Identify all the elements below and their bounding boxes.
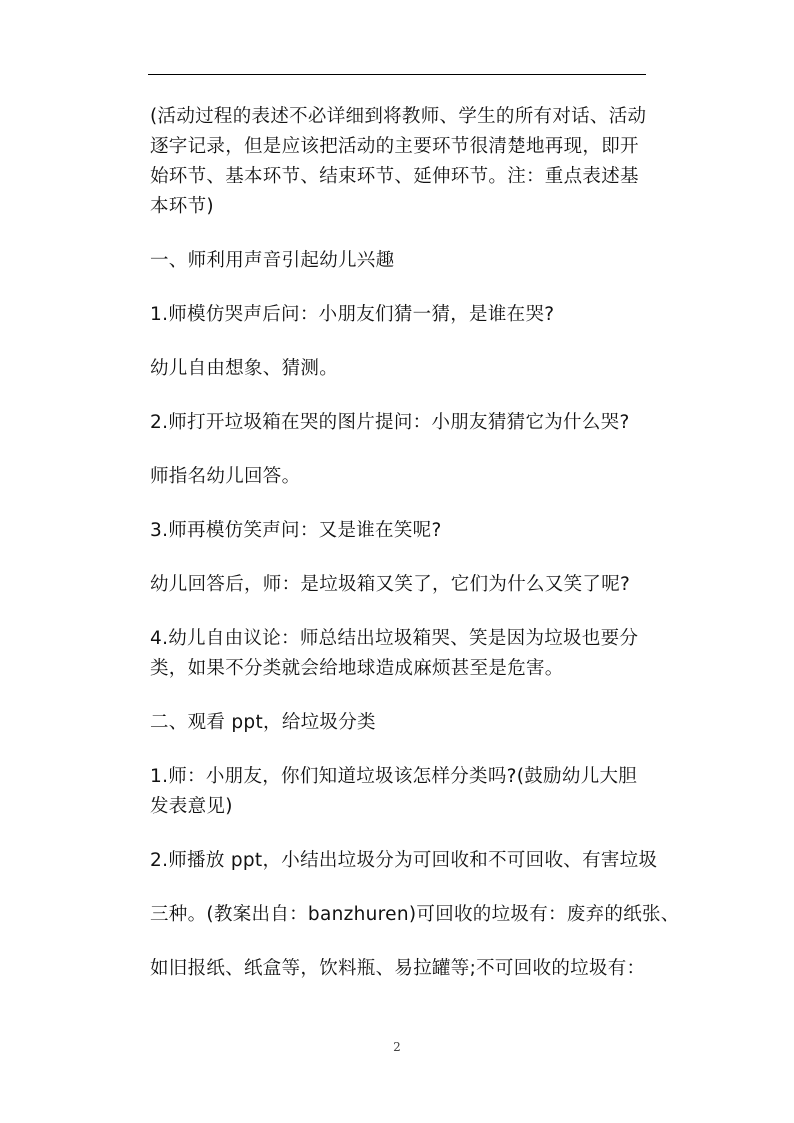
text-line: 始环节、基本环节、结束环节、延伸环节。注：重点表述基 (150, 166, 639, 187)
text-line: 一、师利用声音引起幼儿兴趣 (150, 250, 395, 271)
text-line: 三种。(教案出自：banzhuren)可回收的垃圾有：废弃的纸张、 (150, 904, 680, 925)
text-line: 1.师：小朋友，你们知道垃圾该怎样分类吗?(鼓励幼儿大胆 (150, 766, 638, 787)
text-line: 幼儿回答后，师：是垃圾箱又笑了，它们为什么又笑了呢? (150, 574, 631, 595)
text-line: 2.师播放 ppt，小结出垃圾分为可回收和不可回收、有害垃圾 (150, 850, 658, 871)
text-line: 幼儿自由想象、猜测。 (150, 358, 339, 379)
page-number: 2 (393, 1040, 401, 1054)
section-heading (150, 708, 650, 738)
text-line: 1.师模仿哭声后问：小朋友们猜一猜，是谁在哭? (150, 304, 555, 325)
paragraph (150, 102, 650, 222)
text-line: (活动过程的表述不必详细到将教师、学生的所有对话、活动 (150, 106, 647, 127)
paragraph (150, 570, 650, 600)
paragraph (150, 624, 650, 684)
section-heading (150, 246, 650, 276)
paragraph (150, 462, 650, 492)
text-line: 4.幼儿自由议论：师总结出垃圾箱哭、笑是因为垃圾也要分 (150, 628, 639, 649)
text-line: 二、观看 ppt，给垃圾分类 (150, 712, 376, 733)
paragraph (150, 516, 650, 546)
document-body (150, 102, 680, 984)
header-rule (148, 74, 646, 75)
text-line: 逐字记录，但是应该把活动的主要环节很清楚地再现，即开 (150, 136, 639, 157)
paragraph (150, 354, 650, 384)
paragraph (150, 846, 680, 984)
text-line: 如旧报纸、纸盒等，饮料瓶、易拉罐等;不可回收的垃圾有： (150, 958, 646, 979)
text-line: 发表意见) (150, 796, 233, 817)
text-line: 2.师打开垃圾箱在哭的图片提问：小朋友猜猜它为什么哭? (150, 412, 630, 433)
paragraph (150, 762, 650, 822)
text-line: 类，如果不分类就会给地球造成麻烦甚至是危害。 (150, 658, 564, 679)
text-line: 3.师再模仿笑声问：又是谁在笑呢? (150, 520, 442, 541)
text-line: 本环节) (150, 196, 214, 217)
paragraph (150, 300, 650, 330)
paragraph (150, 408, 650, 438)
text-line: 师指名幼儿回答。 (150, 466, 301, 487)
